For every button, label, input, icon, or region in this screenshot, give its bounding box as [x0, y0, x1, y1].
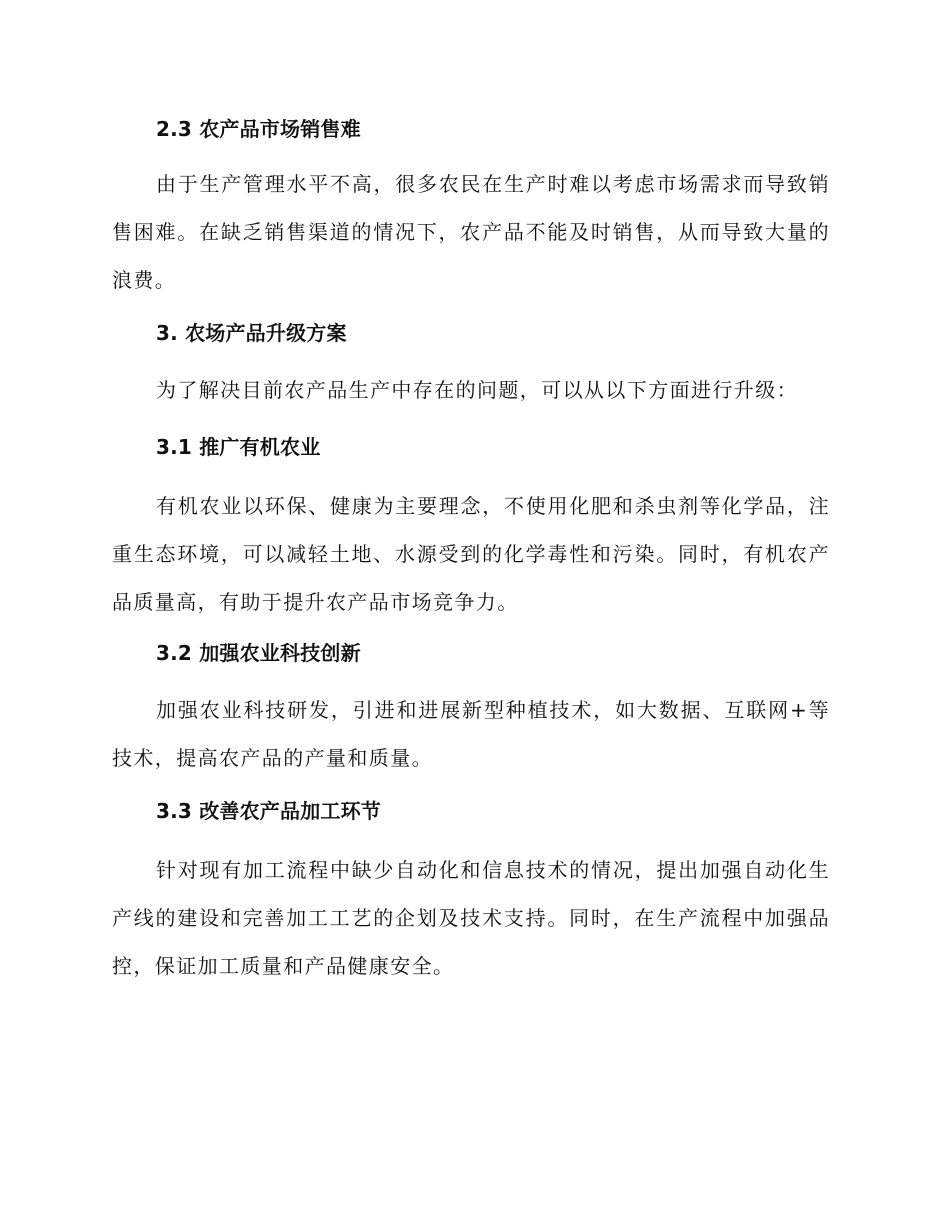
paragraph-2-3: 由于生产管理水平不高，很多农民在生产时难以考虑市场需求而导致销售困难。在缺乏销售渠道的情况下，农产品不能及时销售，从而导致大量的浪费。 — [112, 172, 830, 292]
section-heading-3-1: 3.1 推广有机农业 — [156, 435, 321, 459]
paragraph-3-2: 加强农业科技研发，引进和进展新型种植技术，如大数据、互联网+等技术，提高农产品的产量和质量。 — [112, 698, 830, 770]
paragraph-3-3: 针对现有加工流程中缺少自动化和信息技术的情况，提出加强自动化生产线的建设和完善加工工艺的企划及技术支持。同时，在生产流程中加强品控，保证加工质量和产品健康安全。 — [112, 858, 830, 978]
section-heading-3-2: 3.2 加强农业科技创新 — [156, 641, 361, 665]
section-heading-3-3: 3.3 改善农产品加工环节 — [156, 799, 381, 823]
paragraph-3-1: 有机农业以环保、健康为主要理念，不使用化肥和杀虫剂等化学品，注重生态环境，可以减轻土地、水源受到的化学毒性和污染。同时，有机农产品质量高，有助于提升农产品市场竞争力。 — [112, 494, 830, 614]
paragraph-3: 为了解决目前农产品生产中存在的问题，可以从以下方面进行升级： — [156, 378, 798, 402]
section-heading-2-3: 2.3 农产品市场销售难 — [156, 117, 361, 141]
section-heading-3: 3. 农场产品升级方案 — [156, 321, 347, 345]
